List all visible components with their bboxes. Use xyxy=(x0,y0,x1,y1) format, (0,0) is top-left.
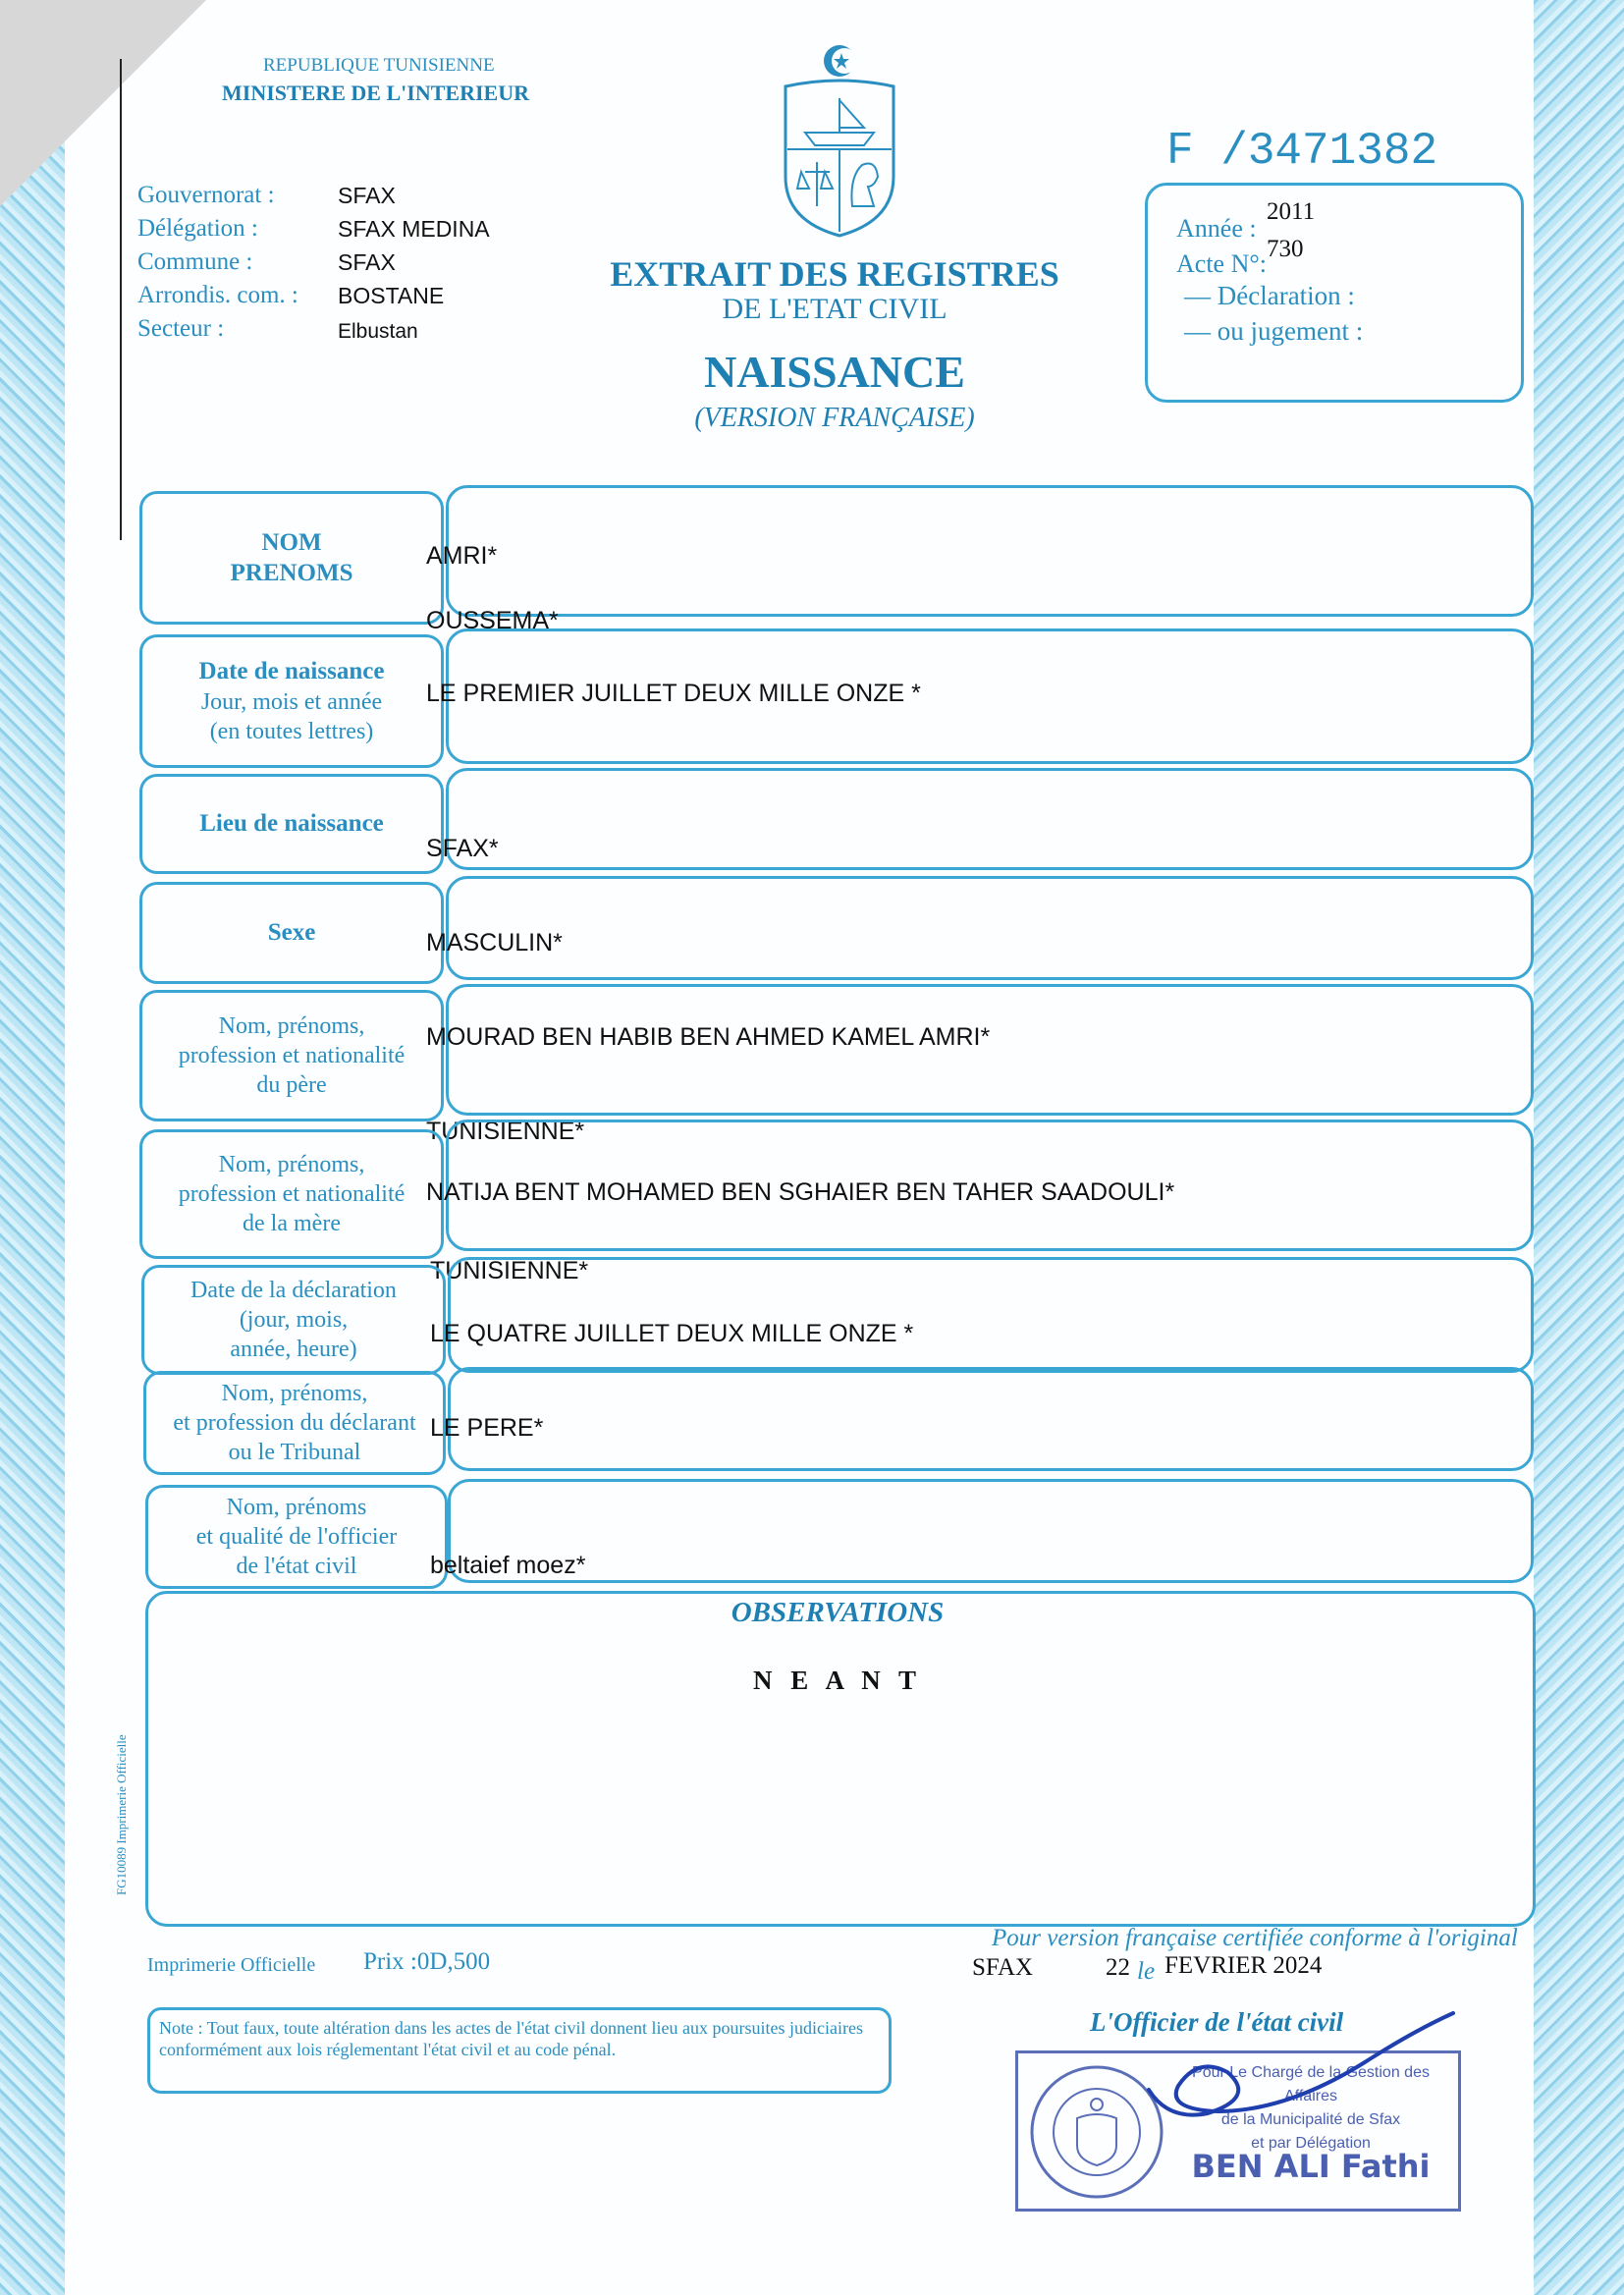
title-line2: DE L'ETAT CIVIL xyxy=(722,293,947,325)
pere-label-2: profession et nationalité xyxy=(178,1043,406,1068)
republic-label: REPUBLIQUE TUNISIENNE xyxy=(263,55,495,76)
folded-corner xyxy=(0,0,206,206)
lieu-value: SFAX* xyxy=(426,835,499,862)
declarant-value-box xyxy=(448,1367,1534,1471)
officier-value-box xyxy=(448,1479,1534,1583)
location-values xyxy=(338,179,490,312)
officer-title: L'Officier de l'état civil xyxy=(1090,2007,1344,2037)
acte-value: 730 xyxy=(1267,236,1304,262)
officier-value: beltaief moez* xyxy=(430,1552,586,1579)
date-day: 22 xyxy=(1106,1954,1130,1981)
decl-label-box xyxy=(141,1265,446,1375)
dob-label-sub1: Jour, mois et année xyxy=(200,688,383,715)
observations-label: OBSERVATIONS xyxy=(731,1597,945,1628)
side-print-code: FG10089 Imprimerie Officielle xyxy=(114,1734,129,1895)
pere-label-1: Nom, prénoms, xyxy=(218,1013,365,1039)
stamp-line-3: et par Délégation xyxy=(1251,2135,1371,2152)
sexe-value-box xyxy=(446,876,1534,980)
secteur-value: Elbustan xyxy=(338,320,418,343)
declarant-label-box xyxy=(143,1371,446,1475)
jugement-label: — ou jugement : xyxy=(1184,316,1364,346)
decl-value-box xyxy=(448,1257,1534,1373)
right-guilloche-border xyxy=(1534,0,1624,2295)
sexe-label: Sexe xyxy=(267,919,316,947)
arrondis-value: BOSTANE xyxy=(338,283,445,308)
mere-nationality: TUNISIENNE* xyxy=(430,1257,589,1284)
commune-label: Commune : xyxy=(137,248,253,275)
mere-label-2: profession et nationalité xyxy=(178,1181,406,1207)
delegation-label: Délégation : xyxy=(137,215,258,242)
date-city: SFAX xyxy=(972,1954,1034,1981)
dob-value: LE PREMIER JUILLET DEUX MILLE ONZE * xyxy=(426,680,921,707)
lieu-label-box xyxy=(139,774,444,874)
note-text: Note : Tout faux, toute altération dans les actes de l'état civil donnent lieu aux poursuites judiciaires conformément aux lois réglementant l'état civil et au code pénal. xyxy=(159,2018,863,2059)
date-le: le xyxy=(1137,1958,1156,1985)
arrondis-label: Arrondis. com. : xyxy=(137,282,298,308)
declaration-label: — Déclaration : xyxy=(1184,281,1355,310)
signature-icon xyxy=(1139,2003,1463,2141)
declarant-value: LE PERE* xyxy=(430,1414,544,1442)
sexe-label-box xyxy=(139,882,444,984)
mere-label-3: de la mère xyxy=(243,1211,341,1236)
prix-label: Prix :0D,500 xyxy=(363,1948,491,1975)
certified-text: Pour version française certifiée conforme à l'original xyxy=(992,1925,1518,1951)
declarant-label-2: et profession du déclarant xyxy=(173,1410,416,1436)
nom-value: AMRI* xyxy=(426,542,498,570)
pere-label-3: du père xyxy=(256,1072,327,1098)
margin-line xyxy=(120,59,122,540)
mere-value: NATIJA BENT MOHAMED BEN SGHAIER BEN TAHER SAADOULI* xyxy=(426,1178,1175,1206)
decl-label-2: (jour, mois, xyxy=(239,1307,349,1333)
nom-value-box xyxy=(446,485,1534,617)
nom-label-box xyxy=(139,491,444,625)
decl-label-1: Date de la déclaration xyxy=(190,1278,397,1303)
mere-label-box xyxy=(139,1129,444,1259)
officier-label-box xyxy=(145,1485,448,1589)
gouvernorat-value: SFAX xyxy=(338,183,396,208)
pere-value: MOURAD BEN HABIB BEN AHMED KAMEL AMRI* xyxy=(426,1023,991,1051)
imprimerie-label: Imprimerie Officielle xyxy=(147,1954,316,1976)
declarant-label-3: ou le Tribunal xyxy=(228,1440,361,1465)
mere-label-1: Nom, prénoms, xyxy=(218,1152,365,1177)
dob-label-sub2: (en toutes lettres) xyxy=(209,718,374,744)
left-guilloche-border xyxy=(0,0,65,2295)
observations-value: N E A N T xyxy=(752,1666,923,1695)
pere-nationality: TUNISIENNE* xyxy=(426,1118,585,1145)
officier-label-3: de l'état civil xyxy=(236,1554,357,1579)
ministry-label: MINISTERE DE L'INTERIEUR xyxy=(222,81,529,105)
serial-number xyxy=(1166,126,1437,177)
commune-value: SFAX xyxy=(338,249,396,275)
stamp-line-2: de la Municipalité de Sfax xyxy=(1220,2111,1401,2128)
decl-label-3: année, heure) xyxy=(230,1337,357,1362)
officier-label-2: et qualité de l'officier xyxy=(195,1524,398,1550)
prenoms-value: OUSSEMA* xyxy=(426,607,559,634)
title-line1: EXTRAIT DES REGISTRES xyxy=(610,254,1059,294)
stamp-line-1: Pour Le Chargé de la Gestion des Affaires xyxy=(1192,2064,1430,2104)
annee-value: 2011 xyxy=(1267,198,1316,225)
decl-value: LE QUATRE JUILLET DEUX MILLE ONZE * xyxy=(430,1320,914,1347)
observations-box xyxy=(145,1591,1536,1927)
sexe-value: MASCULIN* xyxy=(426,929,563,956)
gouvernorat-label: Gouvernorat : xyxy=(137,182,275,208)
lieu-label: Lieu de naissance xyxy=(199,810,384,838)
stamp-name: BEN ALI Fathi xyxy=(1191,2148,1431,2185)
acte-label: Acte N°: xyxy=(1176,249,1267,278)
title-version: (VERSION FRANÇAISE) xyxy=(694,403,975,433)
officier-label-1: Nom, prénoms xyxy=(226,1495,367,1520)
prenoms-label: PRENOMS xyxy=(230,560,353,586)
annee-label: Année : xyxy=(1176,214,1257,243)
secteur-label: Secteur : xyxy=(137,315,225,342)
coat-of-arms-icon xyxy=(766,39,913,246)
nom-label: NOM xyxy=(261,528,322,556)
delegation-value: SFAX MEDINA xyxy=(338,216,490,242)
lieu-value-box xyxy=(446,768,1534,870)
dob-label-box xyxy=(139,634,444,768)
declarant-label-1: Nom, prénoms, xyxy=(221,1381,368,1406)
dob-label-title: Date de naissance xyxy=(198,658,385,685)
date-month-year: FEVRIER 2024 xyxy=(1164,1952,1323,1979)
location-labels xyxy=(137,179,298,346)
serial-number-text: F /3471382 xyxy=(1166,126,1438,177)
title-naissance: NAISSANCE xyxy=(704,347,965,397)
pere-label-box xyxy=(139,990,444,1121)
